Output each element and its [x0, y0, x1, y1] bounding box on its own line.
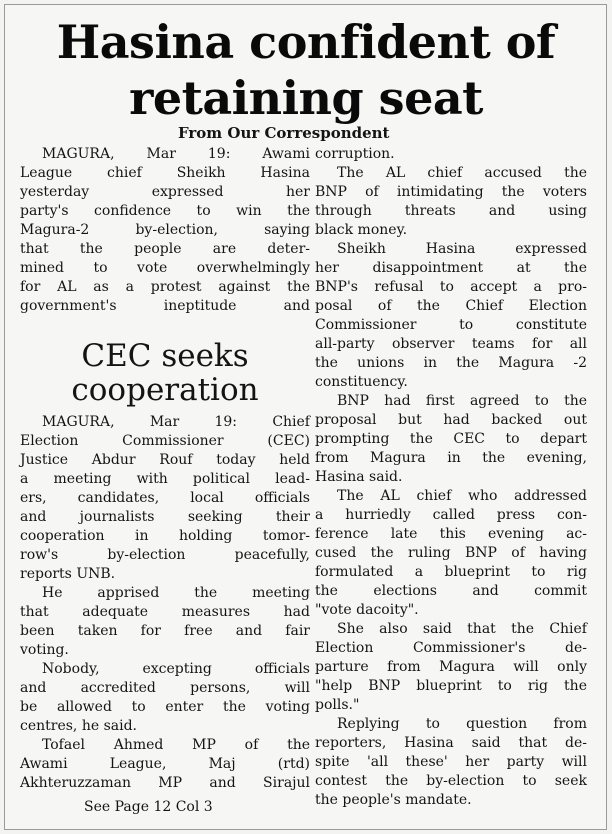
text-line: mined to vote overwhelmingly — [20, 260, 310, 276]
text-line: her disappointment at the — [315, 260, 587, 276]
text-line: voting. — [20, 642, 69, 658]
text-line: and accredited persons, will — [20, 680, 310, 696]
text-line: corruption. — [315, 146, 395, 162]
text-line: and journalists seeking their — [20, 509, 310, 525]
text-line: a hurriedly called press con- — [315, 507, 587, 523]
text-line: reports UNB. — [20, 566, 116, 582]
text-line: League chief Sheikh Hasina — [20, 165, 310, 181]
story1-left-column — [20, 145, 310, 316]
story1-right-column — [315, 145, 587, 810]
text-line: ers, candidates, local officials — [20, 490, 310, 506]
text-line: contest the by-election to seek — [315, 773, 587, 789]
text-line: Election Commissioner (CEC) — [20, 433, 310, 449]
text-line: Justice Abdur Rouf today held — [20, 452, 310, 468]
text-line: polls." — [315, 697, 360, 713]
text-line: BNP's refusal to accept a pro- — [315, 279, 587, 295]
text-line: Akhteruzzaman MP and Sirajul — [20, 775, 310, 791]
text-line: The AL chief accused the — [337, 165, 587, 181]
text-line: Magura-2 by-election, saying — [20, 222, 310, 238]
text-line: MAGURA, Mar 19: Awami — [42, 146, 310, 162]
subhead-line-1: CEC seeks — [81, 338, 249, 374]
text-line: through threats and using — [315, 203, 587, 219]
text-line: Election Commissioner's de- — [315, 640, 587, 656]
text-line: yesterday expressed her — [20, 184, 310, 200]
text-line: Nobody, excepting officials — [42, 661, 310, 677]
text-line: BNP of intimidating the voters — [315, 184, 587, 200]
text-line: all-party observer teams for all — [315, 336, 587, 352]
text-line: MAGURA, Mar 19: Chief — [42, 414, 310, 430]
text-line: cused the ruling BNP of having — [315, 545, 587, 561]
text-line: The AL chief who addressed — [337, 488, 587, 504]
continuation-note: See Page 12 Col 3 — [84, 799, 213, 815]
text-line: Tofael Ahmed MP of the — [42, 737, 310, 753]
text-line: formulated a blueprint to rig — [315, 564, 587, 580]
text-line: "help BNP blueprint to rig the — [315, 678, 587, 694]
headline-line-2: retaining seat — [129, 71, 483, 125]
text-line: centres, he said. — [20, 718, 138, 734]
text-line: Sheikh Hasina expressed — [337, 241, 587, 257]
text-line: the unions in the Magura -2 — [315, 355, 587, 371]
text-line: BNP had first agreed to the — [337, 393, 587, 409]
text-line: proposal but had backed out — [315, 412, 587, 428]
headline-line-1: Hasina confident of — [56, 15, 556, 69]
text-line: from Magura in the evening, — [315, 450, 587, 466]
text-line: parture from Magura will only — [315, 659, 587, 675]
text-line: black money. — [315, 222, 408, 238]
story2-column — [20, 413, 310, 793]
text-line: spite 'all these' her party will — [315, 754, 587, 770]
text-line: the people's mandate. — [315, 792, 472, 808]
text-line: reporters, Hasina said that de- — [315, 735, 587, 751]
text-line: posal of the Chief Election — [315, 298, 587, 314]
text-line: be allowed to enter the voting — [20, 699, 310, 715]
text-line: "vote dacoity". — [315, 602, 419, 618]
text-line: government's ineptitude and — [20, 298, 310, 314]
byline: From Our Correspondent — [178, 124, 390, 142]
text-line: a meeting with political lead- — [20, 471, 310, 487]
text-line: that the people are deter- — [20, 241, 310, 257]
text-line: ference late this evening ac- — [315, 526, 587, 542]
text-line: Replying to question from — [337, 716, 587, 732]
text-line: been taken for free and fair — [20, 623, 310, 639]
text-line: cooperation in holding tomor- — [20, 528, 310, 544]
text-line: Commissioner to constitute — [315, 317, 587, 333]
headline — [0, 14, 612, 126]
text-line: Awami League, Maj (rtd) — [20, 756, 310, 772]
text-line: party's confidence to win the — [20, 203, 310, 219]
text-line: constituency. — [315, 374, 408, 390]
text-line: for AL as a protest against the — [20, 279, 310, 295]
subhead-line-2: cooperation — [71, 372, 259, 408]
text-line: prompting the CEC to depart — [315, 431, 587, 447]
text-line: He apprised the meeting — [42, 585, 310, 601]
text-line: row's by-election peacefully, — [20, 547, 310, 563]
text-line: the elections and commit — [315, 583, 587, 599]
text-line: She also said that the Chief — [337, 621, 587, 637]
text-line: Hasina said. — [315, 469, 403, 485]
text-line: that adequate measures had — [20, 604, 310, 620]
